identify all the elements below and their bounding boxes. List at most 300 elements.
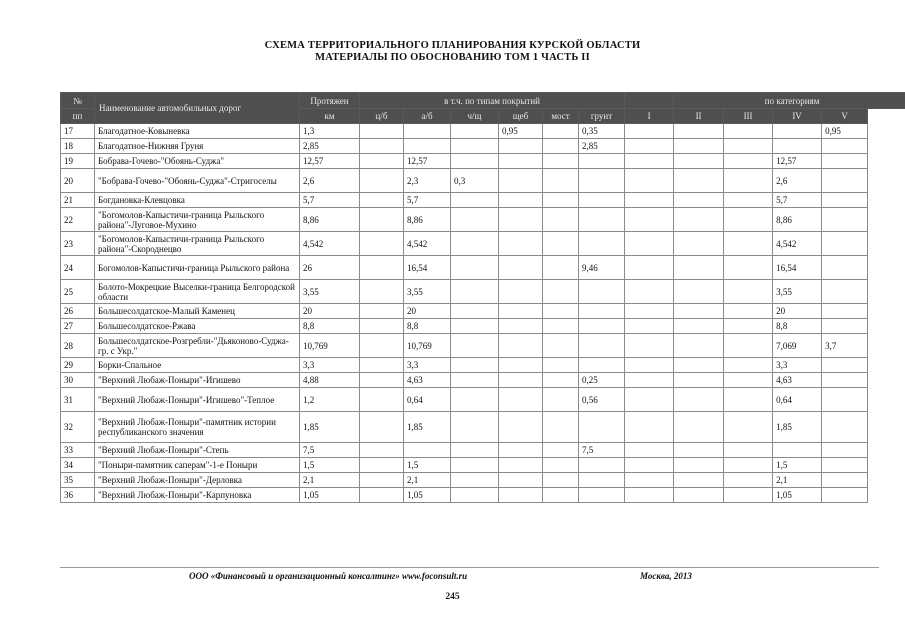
cell-ab: 2,1 [404,473,451,488]
cell-name: "Верхний Любаж-Поныри"-Степь [95,443,300,458]
cell-c3 [724,232,773,256]
cell-c5 [822,232,868,256]
cell-n: 33 [61,443,95,458]
cell-c3 [724,304,773,319]
cell-c5 [822,169,868,193]
cell-most [543,139,579,154]
table-row [61,256,905,280]
cell-n: 22 [61,208,95,232]
cell-c3 [724,208,773,232]
cell-c2 [674,154,724,169]
cell-grunt [579,208,625,232]
cell-c1 [625,304,674,319]
cell-ab: 12,57 [404,154,451,169]
cell-most [543,280,579,304]
cell-n: 17 [61,124,95,139]
cell-shcheb [499,443,543,458]
cell-cb [360,443,404,458]
cell-most [543,256,579,280]
cell-name: Болото-Мокрецкие Выселки-граница Белгородской области [95,280,300,304]
cell-c3 [724,488,773,503]
cell-cb [360,488,404,503]
cell-grunt [579,232,625,256]
cell-n: 36 [61,488,95,503]
cell-name: "Богомолов-Капыстичи-граница Рыльского района"-Луговое-Мухино [95,208,300,232]
table-row [61,488,905,503]
cell-c2 [674,139,724,154]
table-row [61,139,905,154]
cell-km: 1,85 [300,412,360,443]
cell-c2 [674,458,724,473]
cell-name: Бобрава-Гочево-"Обоянь-Суджа" [95,154,300,169]
cell-cb [360,319,404,334]
cell-shcheb [499,154,543,169]
cell-shcheb [499,473,543,488]
cell-km: 3,3 [300,358,360,373]
cell-c1 [625,256,674,280]
page-number: 245 [445,592,460,602]
cell-c5 [822,319,868,334]
cell-most [543,232,579,256]
cell-c5 [822,139,868,154]
cell-c2 [674,443,724,458]
cell-shcheb [499,232,543,256]
cell-km: 2,6 [300,169,360,193]
cell-ab: 4,63 [404,373,451,388]
cell-shcheb [499,458,543,473]
cell-c1 [625,473,674,488]
table-row [61,232,905,256]
cell-chsh [451,412,499,443]
cell-c2 [674,388,724,412]
cell-c4: 1,5 [773,458,822,473]
cell-n: 29 [61,358,95,373]
cell-name: "Верхний Любаж-Поныри"-Дерловка [95,473,300,488]
header-surface-most: мост [543,109,579,124]
cell-c2 [674,193,724,208]
cell-name: "Поныри-памятник саперам"-1-е Поныри [95,458,300,473]
cell-grunt: 7,5 [579,443,625,458]
cell-chsh [451,473,499,488]
footer-company: ООО «Финансовый и организационный консалтинг» www.foconsult.ru [189,571,468,581]
cell-c4: 0,64 [773,388,822,412]
cell-name: Богомолов-Капыстичи-граница Рыльского района [95,256,300,280]
cell-c3 [724,358,773,373]
cell-n: 20 [61,169,95,193]
cell-km: 12,57 [300,154,360,169]
cell-c5 [822,443,868,458]
cell-c1 [625,154,674,169]
cell-chsh [451,139,499,154]
cell-name: Борки-Спальное [95,358,300,373]
cell-shcheb [499,334,543,358]
cell-ab: 3,55 [404,280,451,304]
cell-c1 [625,139,674,154]
cell-grunt [579,473,625,488]
table-row [61,154,905,169]
cell-c3 [724,334,773,358]
cell-chsh [451,373,499,388]
cell-c2 [674,280,724,304]
cell-shcheb [499,319,543,334]
cell-cb [360,139,404,154]
cell-chsh [451,358,499,373]
cell-chsh [451,334,499,358]
table-header [61,93,905,124]
cell-n: 21 [61,193,95,208]
cell-ab: 1,85 [404,412,451,443]
cell-km: 4,542 [300,232,360,256]
cell-grunt [579,412,625,443]
cell-grunt: 2,85 [579,139,625,154]
cell-c3 [724,319,773,334]
cell-c2 [674,208,724,232]
cell-chsh [451,208,499,232]
cell-c4: 3,55 [773,280,822,304]
cell-c4: 3,3 [773,358,822,373]
header-surface-shcheb: щеб [499,109,543,124]
cell-c5 [822,193,868,208]
cell-c3 [724,443,773,458]
cell-cb [360,193,404,208]
cell-c1 [625,412,674,443]
cell-c1 [625,319,674,334]
cell-shcheb: 0,95 [499,124,543,139]
table-row [61,443,905,458]
cell-grunt [579,154,625,169]
cell-ab [404,443,451,458]
cell-shcheb [499,256,543,280]
cell-grunt [579,193,625,208]
cell-c2 [674,124,724,139]
cell-km: 2,1 [300,473,360,488]
cell-name: "Верхний Любаж-Поныри"-Карпуновка [95,488,300,503]
footer-city: Москва, 2013 [640,571,692,581]
cell-ab [404,124,451,139]
cell-shcheb [499,412,543,443]
cell-km: 8,86 [300,208,360,232]
cell-c3 [724,124,773,139]
cell-c3 [724,458,773,473]
cell-n: 18 [61,139,95,154]
cell-c5 [822,208,868,232]
cell-ab: 20 [404,304,451,319]
roads-table [60,92,905,503]
cell-shcheb [499,169,543,193]
cell-c1 [625,358,674,373]
cell-most [543,154,579,169]
cell-c3 [724,280,773,304]
cell-c1 [625,193,674,208]
cell-c2 [674,319,724,334]
title-line-2: МАТЕРИАЛЫ ПО ОБОСНОВАНИЮ ТОМ 1 ЧАСТЬ II [315,52,590,63]
cell-c2 [674,334,724,358]
cell-c3 [724,193,773,208]
cell-km: 7,5 [300,443,360,458]
cell-c4: 2,1 [773,473,822,488]
header-surface-ab: а/б [404,109,451,124]
cell-name: Большесолдатское-Ржава [95,319,300,334]
cell-ab: 3,3 [404,358,451,373]
cell-grunt [579,169,625,193]
cell-c4: 1,05 [773,488,822,503]
cell-most [543,193,579,208]
cell-cb [360,412,404,443]
cell-c5 [822,304,868,319]
header-length: Протяжен [300,93,360,109]
cell-most [543,443,579,458]
cell-most [543,124,579,139]
cell-c5 [822,358,868,373]
cell-most [543,388,579,412]
cell-name: "Бобрава-Гочево-"Обоянь-Суджа"-Стригоселы [95,169,300,193]
cell-ab: 8,86 [404,208,451,232]
cell-cb [360,458,404,473]
cell-c2 [674,256,724,280]
cell-cb [360,280,404,304]
cell-c2 [674,304,724,319]
cell-c2 [674,169,724,193]
header-category-2: II [674,109,724,124]
cell-c5 [822,154,868,169]
cell-c5 [822,388,868,412]
cell-most [543,373,579,388]
header-name: Наименование автомобильных дорог [95,93,300,124]
cell-chsh [451,256,499,280]
cell-c2 [674,358,724,373]
header-surface-group: в т.ч. по типам покрытий [360,93,625,109]
cell-c1 [625,373,674,388]
table-body [61,124,905,503]
table-row [61,124,905,139]
cell-most [543,412,579,443]
cell-shcheb [499,488,543,503]
cell-most [543,358,579,373]
cell-c4: 7,069 [773,334,822,358]
cell-name: "Верхний Любаж-Поныри"-Игишево [95,373,300,388]
cell-cb [360,304,404,319]
document-title [0,40,905,64]
cell-km: 5,7 [300,193,360,208]
cell-c4: 20 [773,304,822,319]
cell-c5 [822,458,868,473]
header-num: № [61,93,95,109]
cell-chsh [451,319,499,334]
cell-chsh [451,154,499,169]
cell-c1 [625,169,674,193]
cell-grunt [579,280,625,304]
cell-chsh [451,124,499,139]
cell-grunt [579,458,625,473]
cell-n: 30 [61,373,95,388]
cell-n: 19 [61,154,95,169]
cell-km: 10,769 [300,334,360,358]
cell-c4: 8,8 [773,319,822,334]
cell-c3 [724,139,773,154]
cell-chsh [451,280,499,304]
cell-km: 1,05 [300,488,360,503]
cell-ab: 16,54 [404,256,451,280]
cell-n: 25 [61,280,95,304]
cell-c4: 12,57 [773,154,822,169]
cell-c5 [822,412,868,443]
cell-c4 [773,124,822,139]
cell-chsh [451,443,499,458]
cell-grunt: 0,25 [579,373,625,388]
table-row [61,373,905,388]
cell-n: 34 [61,458,95,473]
cell-shcheb [499,373,543,388]
cell-ab: 1,5 [404,458,451,473]
cell-ab: 5,7 [404,193,451,208]
cell-name: Большесолдатское-Розгребли-"Дьяконово-Суджа-гр. с Укр." [95,334,300,358]
cell-name: "Верхний Любаж-Поныри"-Игишево"-Теплое [95,388,300,412]
header-num-pp: пп [61,109,95,124]
header-category-4: IV [773,109,822,124]
table-row [61,319,905,334]
cell-n: 31 [61,388,95,412]
cell-c2 [674,473,724,488]
cell-c2 [674,232,724,256]
cell-c4 [773,139,822,154]
cell-c5: 0,95 [822,124,868,139]
cell-cb [360,473,404,488]
table-row [61,334,905,358]
cell-name: Богдановка-Клевцовка [95,193,300,208]
cell-c3 [724,473,773,488]
cell-name: "Верхний Любаж-Поныри"-памятник истории республиканского значения [95,412,300,443]
title-line-1: СХЕМА ТЕРРИТОРИАЛЬНОГО ПЛАНИРОВАНИЯ КУРСКОЙ ОБЛАСТИ [264,40,641,51]
cell-shcheb [499,208,543,232]
cell-shcheb [499,193,543,208]
cell-cb [360,208,404,232]
cell-c4: 5,7 [773,193,822,208]
cell-c4: 4,542 [773,232,822,256]
cell-most [543,319,579,334]
cell-ab: 10,769 [404,334,451,358]
cell-cb [360,358,404,373]
table-row [61,473,905,488]
cell-c4 [773,443,822,458]
cell-c5 [822,373,868,388]
cell-c1 [625,208,674,232]
table-row [61,458,905,473]
cell-c1 [625,388,674,412]
cell-km: 8,8 [300,319,360,334]
cell-c2 [674,412,724,443]
table-row [61,304,905,319]
table-row [61,169,905,193]
table-row [61,280,905,304]
cell-c3 [724,154,773,169]
cell-shcheb [499,358,543,373]
cell-shcheb [499,280,543,304]
cell-c1 [625,124,674,139]
cell-shcheb [499,304,543,319]
cell-most [543,169,579,193]
cell-ab: 4,542 [404,232,451,256]
header-surface-chsh: ч/щ [451,109,499,124]
cell-most [543,488,579,503]
cell-ab: 2,3 [404,169,451,193]
cell-cb [360,232,404,256]
cell-c2 [674,488,724,503]
header-category-5: V [822,109,868,124]
header-length-unit: км [300,109,360,124]
cell-cb [360,373,404,388]
cell-c3 [724,169,773,193]
cell-cb [360,334,404,358]
cell-chsh [451,232,499,256]
cell-n: 35 [61,473,95,488]
cell-most [543,334,579,358]
cell-most [543,304,579,319]
cell-km: 3,55 [300,280,360,304]
cell-chsh [451,488,499,503]
cell-c1 [625,280,674,304]
cell-chsh: 0,3 [451,169,499,193]
cell-shcheb [499,388,543,412]
cell-ab: 1,05 [404,488,451,503]
table-row [61,388,905,412]
header-category-1: I [625,109,674,124]
cell-c4: 4,63 [773,373,822,388]
header-category-3: III [724,109,773,124]
cell-n: 23 [61,232,95,256]
cell-chsh [451,304,499,319]
cell-grunt [579,358,625,373]
cell-chsh [451,458,499,473]
cell-c5 [822,473,868,488]
cell-grunt [579,304,625,319]
cell-c3 [724,373,773,388]
cell-most [543,473,579,488]
cell-name: Благодатное-Ковыневка [95,124,300,139]
cell-shcheb [499,139,543,154]
cell-c5 [822,280,868,304]
cell-n: 32 [61,412,95,443]
cell-c5 [822,256,868,280]
cell-c3 [724,412,773,443]
cell-km: 2,85 [300,139,360,154]
cell-grunt [579,488,625,503]
cell-ab [404,139,451,154]
cell-c5 [822,488,868,503]
cell-chsh [451,193,499,208]
cell-ab: 0,64 [404,388,451,412]
cell-c1 [625,488,674,503]
cell-grunt: 9,46 [579,256,625,280]
cell-km: 4,88 [300,373,360,388]
table-row [61,208,905,232]
cell-km: 1,2 [300,388,360,412]
cell-cb [360,124,404,139]
cell-name: "Богомолов-Капыстичи-граница Рыльского района"-Скороднецво [95,232,300,256]
cell-c4: 8,86 [773,208,822,232]
cell-n: 24 [61,256,95,280]
cell-grunt [579,319,625,334]
cell-ab: 8,8 [404,319,451,334]
header-surface-cb: ц/б [360,109,404,124]
cell-km: 1,5 [300,458,360,473]
cell-cb [360,169,404,193]
cell-cb [360,388,404,412]
cell-n: 27 [61,319,95,334]
cell-c4: 2,6 [773,169,822,193]
cell-c1 [625,334,674,358]
cell-km: 26 [300,256,360,280]
cell-c2 [674,373,724,388]
